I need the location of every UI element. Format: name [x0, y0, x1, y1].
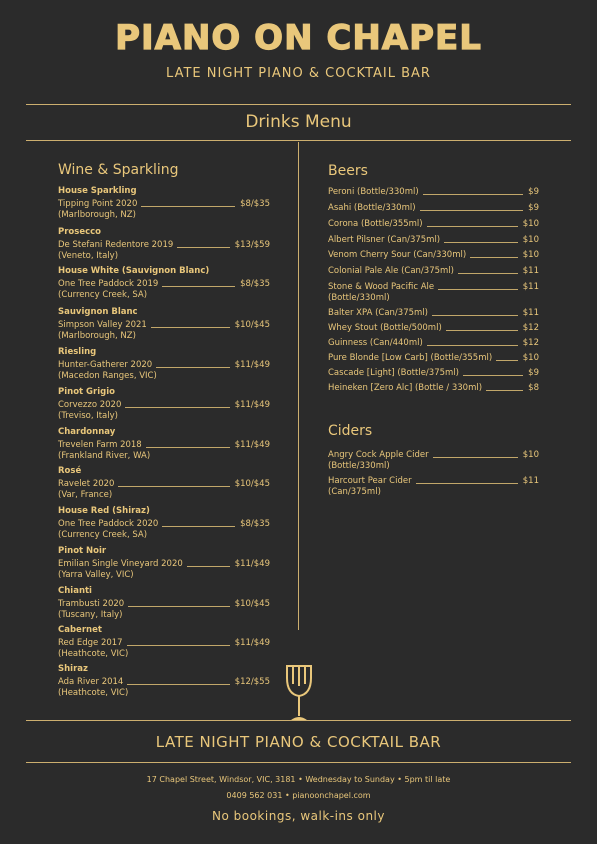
beer-row: [328, 235, 539, 246]
piano-wine-glass-icon: [284, 664, 314, 722]
wine-region: (Var, France): [58, 490, 113, 500]
leader-line: [444, 242, 518, 243]
wine-row: [58, 519, 270, 530]
cider-section-title: Ciders: [328, 423, 373, 439]
beer-name: Cascade [Light] (Bottle/375ml): [328, 368, 459, 378]
cider-row: [328, 450, 539, 461]
leader-line: [141, 206, 235, 207]
beer-name: Pure Blonde [Low Carb] (Bottle/355ml): [328, 353, 493, 363]
beer-price: $10: [522, 250, 539, 260]
cider-name: Harcourt Pear Cider: [328, 476, 412, 486]
wine-row: [58, 677, 270, 688]
leader-line: [146, 447, 230, 448]
cider-item: [328, 450, 539, 472]
leader-line: [162, 526, 235, 527]
beer-row: [328, 368, 539, 379]
wine-row: [58, 599, 270, 610]
beer-name: Guinness (Can/440ml): [328, 338, 423, 348]
beer-item: [328, 235, 539, 246]
leader-line: [177, 247, 229, 248]
beer-name: Stone & Wood Pacific Ale: [328, 282, 435, 292]
wine-section-title: Wine & Sparkling: [58, 162, 179, 178]
wine-region: (Veneto, Italy): [58, 251, 119, 261]
leader-line: [420, 210, 524, 211]
wine-item: [58, 266, 270, 301]
leader-line: [427, 345, 518, 346]
wine-row: [58, 638, 270, 649]
beer-item: [328, 203, 539, 214]
wine-category: Chardonnay: [58, 427, 116, 437]
wine-item: [58, 664, 270, 699]
wine-row: [58, 199, 270, 210]
wine-item: [58, 186, 270, 221]
beer-row: [328, 203, 539, 214]
wine-name: Hunter-Gatherer 2020: [58, 360, 153, 370]
leader-line: [416, 483, 518, 484]
wine-name: One Tree Paddock 2020: [58, 519, 159, 529]
leader-line: [187, 566, 230, 567]
wine-category: Pinot Grigio: [58, 387, 115, 397]
wine-price: $11/$49: [234, 440, 270, 450]
leader-line: [463, 375, 523, 376]
wine-name: De Stefani Redentore 2019: [58, 240, 174, 250]
divider-under-heading: [26, 140, 571, 141]
wine-name: Red Edge 2017: [58, 638, 123, 648]
beer-price: $9: [528, 203, 539, 213]
beer-price: $11: [522, 308, 539, 318]
beer-name: Asahi (Bottle/330ml): [328, 203, 416, 213]
leader-line: [128, 606, 230, 607]
leader-line: [125, 407, 229, 408]
wine-price: $8/$35: [240, 519, 270, 529]
wine-region: (Heathcote, VIC): [58, 649, 129, 659]
wine-name: Corvezzo 2020: [58, 400, 122, 410]
beer-item: [328, 353, 539, 364]
leader-line: [470, 257, 518, 258]
cider-price: $11: [522, 476, 539, 486]
wine-name: Trambusti 2020: [58, 599, 125, 609]
beer-item: [328, 323, 539, 334]
wine-category: Rosé: [58, 466, 82, 476]
leader-line: [427, 226, 518, 227]
beer-price: $9: [528, 187, 539, 197]
wine-region: (Tuscany, Italy): [58, 610, 123, 620]
beer-section-title: Beers: [328, 163, 368, 179]
wine-item: [58, 625, 270, 660]
beer-name: Corona (Bottle/355ml): [328, 219, 423, 229]
wine-region: (Macedon Ranges, VIC): [58, 371, 157, 381]
beer-row: [328, 282, 539, 293]
wine-row: [58, 360, 270, 371]
wine-category: Cabernet: [58, 625, 102, 635]
wine-name: Trevelen Farm 2018: [58, 440, 142, 450]
leader-line: [446, 330, 518, 331]
wine-category: Pinot Noir: [58, 546, 107, 556]
page-title: PIANO ON CHAPEL: [115, 18, 482, 58]
wine-category: Sauvignon Blanc: [58, 307, 138, 317]
beer-price: $12: [522, 323, 539, 333]
leader-line: [162, 286, 235, 287]
beer-row: [328, 219, 539, 230]
page-subtitle: LATE NIGHT PIANO & COCKTAIL BAR: [166, 66, 431, 81]
leader-line: [118, 486, 229, 487]
wine-category: House Red (Shiraz): [58, 506, 150, 516]
beer-name: Heineken [Zero Alc] (Bottle / 330ml): [328, 383, 483, 393]
wine-region: (Treviso, Italy): [58, 411, 118, 421]
wine-price: $11/$49: [234, 638, 270, 648]
wine-price: $13/$59: [234, 240, 270, 250]
wine-item: [58, 586, 270, 621]
wine-price: $12/$55: [234, 677, 270, 687]
walk-in-note: No bookings, walk-ins only: [212, 809, 385, 823]
wine-price: $10/$45: [234, 479, 270, 489]
wine-name: Simpson Valley 2021: [58, 320, 147, 330]
wine-item: [58, 546, 270, 581]
beer-price: $11: [522, 282, 539, 292]
beer-item: [328, 338, 539, 349]
beer-size: (Bottle/330ml): [328, 293, 390, 303]
wine-region: (Heathcote, VIC): [58, 688, 129, 698]
wine-item: [58, 466, 270, 501]
wine-region: (Currency Creek, SA): [58, 530, 148, 540]
leader-line: [156, 367, 230, 368]
beer-name: Peroni (Bottle/330ml): [328, 187, 419, 197]
wine-price: $11/$49: [234, 400, 270, 410]
menu-heading: Drinks Menu: [245, 112, 352, 132]
beer-item: [328, 383, 539, 394]
wine-name: Ravelet 2020: [58, 479, 115, 489]
wine-item: [58, 307, 270, 342]
address-line: 17 Chapel Street, Windsor, VIC, 3181 • Wednesday to Sunday • 5pm til late: [146, 775, 451, 784]
leader-line: [127, 645, 230, 646]
leader-line: [127, 684, 229, 685]
wine-category: House Sparkling: [58, 186, 137, 196]
wine-row: [58, 559, 270, 570]
beer-item: [328, 219, 539, 230]
contact-line: 0409 562 031 • pianoonchapel.com: [226, 791, 371, 800]
beer-row: [328, 323, 539, 334]
wine-category: Prosecco: [58, 227, 102, 237]
beer-item: [328, 308, 539, 319]
wine-category: House White (Sauvignon Blanc): [58, 266, 210, 276]
beer-row: [328, 383, 539, 394]
wine-category: Chianti: [58, 586, 92, 596]
leader-line: [432, 315, 518, 316]
beer-price: $9: [528, 368, 539, 378]
beer-price: $10: [522, 235, 539, 245]
wine-price: $10/$45: [234, 599, 270, 609]
wine-row: [58, 479, 270, 490]
beer-name: Balter XPA (Can/375ml): [328, 308, 428, 318]
leader-line: [433, 457, 518, 458]
footer-title: LATE NIGHT PIANO & COCKTAIL BAR: [155, 733, 442, 751]
beer-price: $10: [522, 353, 539, 363]
wine-region: (Marlborough, NZ): [58, 331, 136, 341]
wine-item: [58, 506, 270, 541]
beer-row: [328, 187, 539, 198]
beer-name: Albert Pilsner (Can/375ml): [328, 235, 441, 245]
wine-price: $10/$45: [234, 320, 270, 330]
leader-line: [496, 360, 518, 361]
wine-price: $11/$49: [234, 360, 270, 370]
wine-price: $11/$49: [234, 559, 270, 569]
wine-region: (Yarra Valley, VIC): [58, 570, 134, 580]
divider-footer-top: [26, 720, 571, 721]
cider-size: (Bottle/330ml): [328, 461, 390, 471]
divider-footer-bottom: [26, 762, 571, 763]
beer-name: Whey Stout (Bottle/500ml): [328, 323, 442, 333]
beer-item: [328, 250, 539, 261]
wine-row: [58, 440, 270, 451]
wine-item: [58, 387, 270, 422]
column-divider: [298, 142, 299, 630]
beer-row: [328, 353, 539, 364]
beer-item: [328, 368, 539, 379]
cider-size: (Can/375ml): [328, 487, 381, 497]
wine-name: Emilian Single Vineyard 2020: [58, 559, 183, 569]
beer-row: [328, 338, 539, 349]
divider-top: [26, 104, 571, 105]
leader-line: [458, 273, 518, 274]
beer-item: [328, 187, 539, 198]
beer-name: Venom Cherry Sour (Can/330ml): [328, 250, 467, 260]
leader-line: [438, 289, 518, 290]
wine-category: Shiraz: [58, 664, 88, 674]
wine-item: [58, 427, 270, 462]
leader-line: [423, 194, 524, 195]
wine-row: [58, 400, 270, 411]
wine-region: (Marlborough, NZ): [58, 210, 136, 220]
wine-name: One Tree Paddock 2019: [58, 279, 159, 289]
wine-item: [58, 347, 270, 382]
wine-price: $8/$35: [240, 279, 270, 289]
wine-row: [58, 279, 270, 290]
cider-row: [328, 476, 539, 487]
leader-line: [486, 390, 523, 391]
leader-line: [151, 327, 230, 328]
wine-price: $8/$35: [240, 199, 270, 209]
beer-item: [328, 266, 539, 277]
cider-name: Angry Cock Apple Cider: [328, 450, 429, 460]
beer-name: Colonial Pale Ale (Can/375ml): [328, 266, 454, 276]
wine-category: Riesling: [58, 347, 97, 357]
wine-region: (Frankland River, WA): [58, 451, 151, 461]
wine-name: Tipping Point 2020: [58, 199, 138, 209]
wine-name: Ada River 2014: [58, 677, 124, 687]
beer-row: [328, 266, 539, 277]
cider-item: [328, 476, 539, 498]
beer-price: $8: [528, 383, 539, 393]
wine-item: [58, 227, 270, 262]
beer-price: $12: [522, 338, 539, 348]
wine-row: [58, 320, 270, 331]
cider-price: $10: [522, 450, 539, 460]
beer-row: [328, 308, 539, 319]
beer-item: [328, 282, 539, 304]
beer-price: $10: [522, 219, 539, 229]
beer-price: $11: [522, 266, 539, 276]
wine-region: (Currency Creek, SA): [58, 290, 148, 300]
beer-row: [328, 250, 539, 261]
wine-row: [58, 240, 270, 251]
